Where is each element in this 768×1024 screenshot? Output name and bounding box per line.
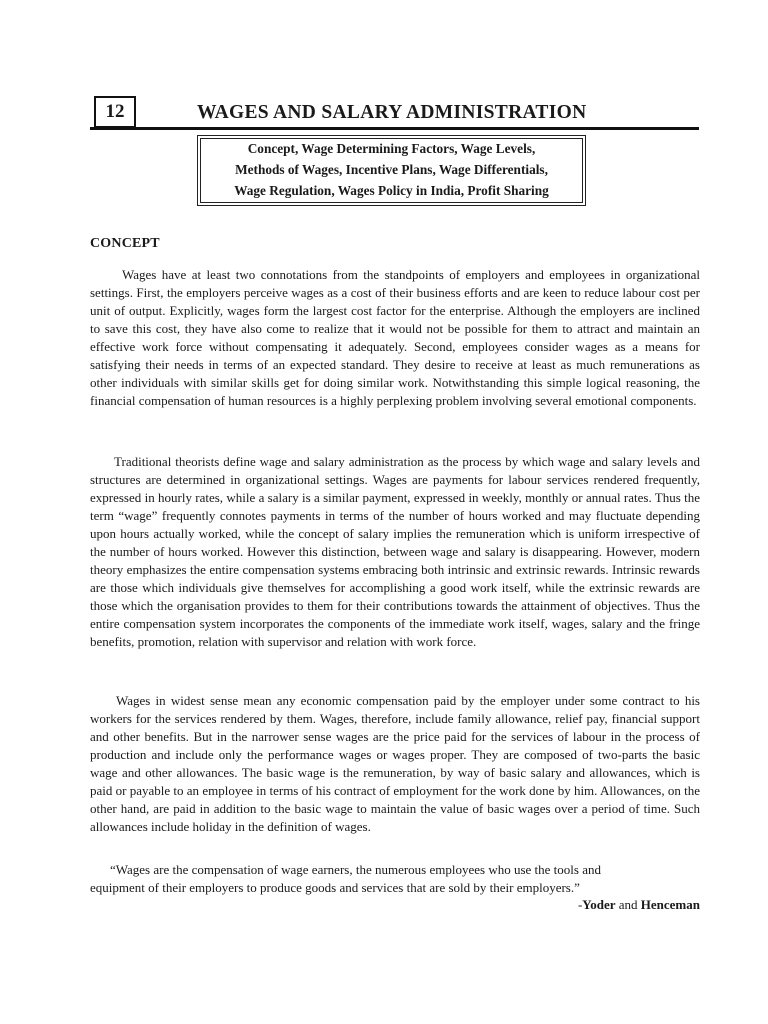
attribution-dash: - [577,897,583,912]
topics-line: Concept, Wage Determining Factors, Wage Levels, [247,141,536,156]
quote-attribution [578,897,700,913]
author-name: Henceman [640,897,700,912]
topics-line: Methods of Wages, Incentive Plans, Wage Differentials, [235,162,548,177]
title-underline [90,127,699,130]
section-heading: CONCEPT [90,236,160,251]
chapter-title: WAGES AND SALARY ADMINISTRATION [197,102,587,123]
body-paragraph: Wages have at least two connotations from the standpoints of employers and employees in organizational settings. First, the employers perceive wages as a cost of their business efforts and are keen to reduce labour cost per unit of output. Explicitly, wages form the largest cost factor for the enterprise. Although the employers are inclined to save this cost, they have also come to realize that it would not be possible for them to attract and maintain an effective work force without compensating it adequately. Second, employees consider wages as a means for satisfying their needs in terms of an expected standard. They desire to receive at least as much remunerations as other individuals with similar skills get for doing similar work. Notwithstanding this simple logical reasoning, the financial compensation of human resources is a highly perplexing problem involving several emotional components. [90,267,700,408]
chapter-number: 12 [94,96,136,128]
body-paragraph: Wages in widest sense mean any economic compensation paid by the employer under some contract to his workers for the services rendered by them. Wages, therefore, include family allowance, relief pay, financial support and other benefits. But in the narrower sense wages are the price paid for the services of labour in the process of production and include only the performance wages or wages proper. They are composed of two-parts the basic wage and other allowances. The basic wage is the remuneration, by way of basic salary and allowances, which is paid or payable to an employee in terms of his contract of employment for the work done by him. Allowances, on the other hand, are paid in addition to the basic wage to maintain the value of basic wages over a period of time. Such allowances include holiday in the definition of wages. [90,693,700,834]
attribution-conjunction: and [615,897,641,912]
author-name: Yoder [582,897,616,912]
body-paragraph: Traditional theorists define wage and salary administration as the process by which wage and salary levels and structures are determined in organizational settings. Wages are payments for labour services rendered frequently, expressed in hourly rates, while a salary is a similar payment, expressed in weekly, monthly or annual rates. Thus the term “wage” frequently connotes payments in terms of the number of hours worked and may fluctuate depending upon hours actually worked, while the concept of salary implies the remuneration which is uniform irrespective of the number of hours worked. However this distinction, between wage and salary is disappearing. However, modern theory emphasizes the entire compensation systems embracing both intrinsic and extrinsic rewards. Intrinsic rewards are those which individuals give themselves for accomplishing a good work itself, while the extrinsic rewards are those which the organisation provides to them for their contributions towards the attainment of objectives. Thus the entire compensation system incorporates the components of the immediate work itself, wages, salary and the fringe benefits, promotion, relation with supervisor and relation with work force. [90,454,700,649]
topics-line: Wage Regulation, Wages Policy in India, Profit Sharing [234,183,549,198]
chapter-topics-box [197,135,586,206]
quote-line: equipment of their employers to produce goods and services that are sold by their employers.” [90,880,580,895]
quote-line: “Wages are the compensation of wage earners, the numerous employees who use the tools and [110,862,601,877]
